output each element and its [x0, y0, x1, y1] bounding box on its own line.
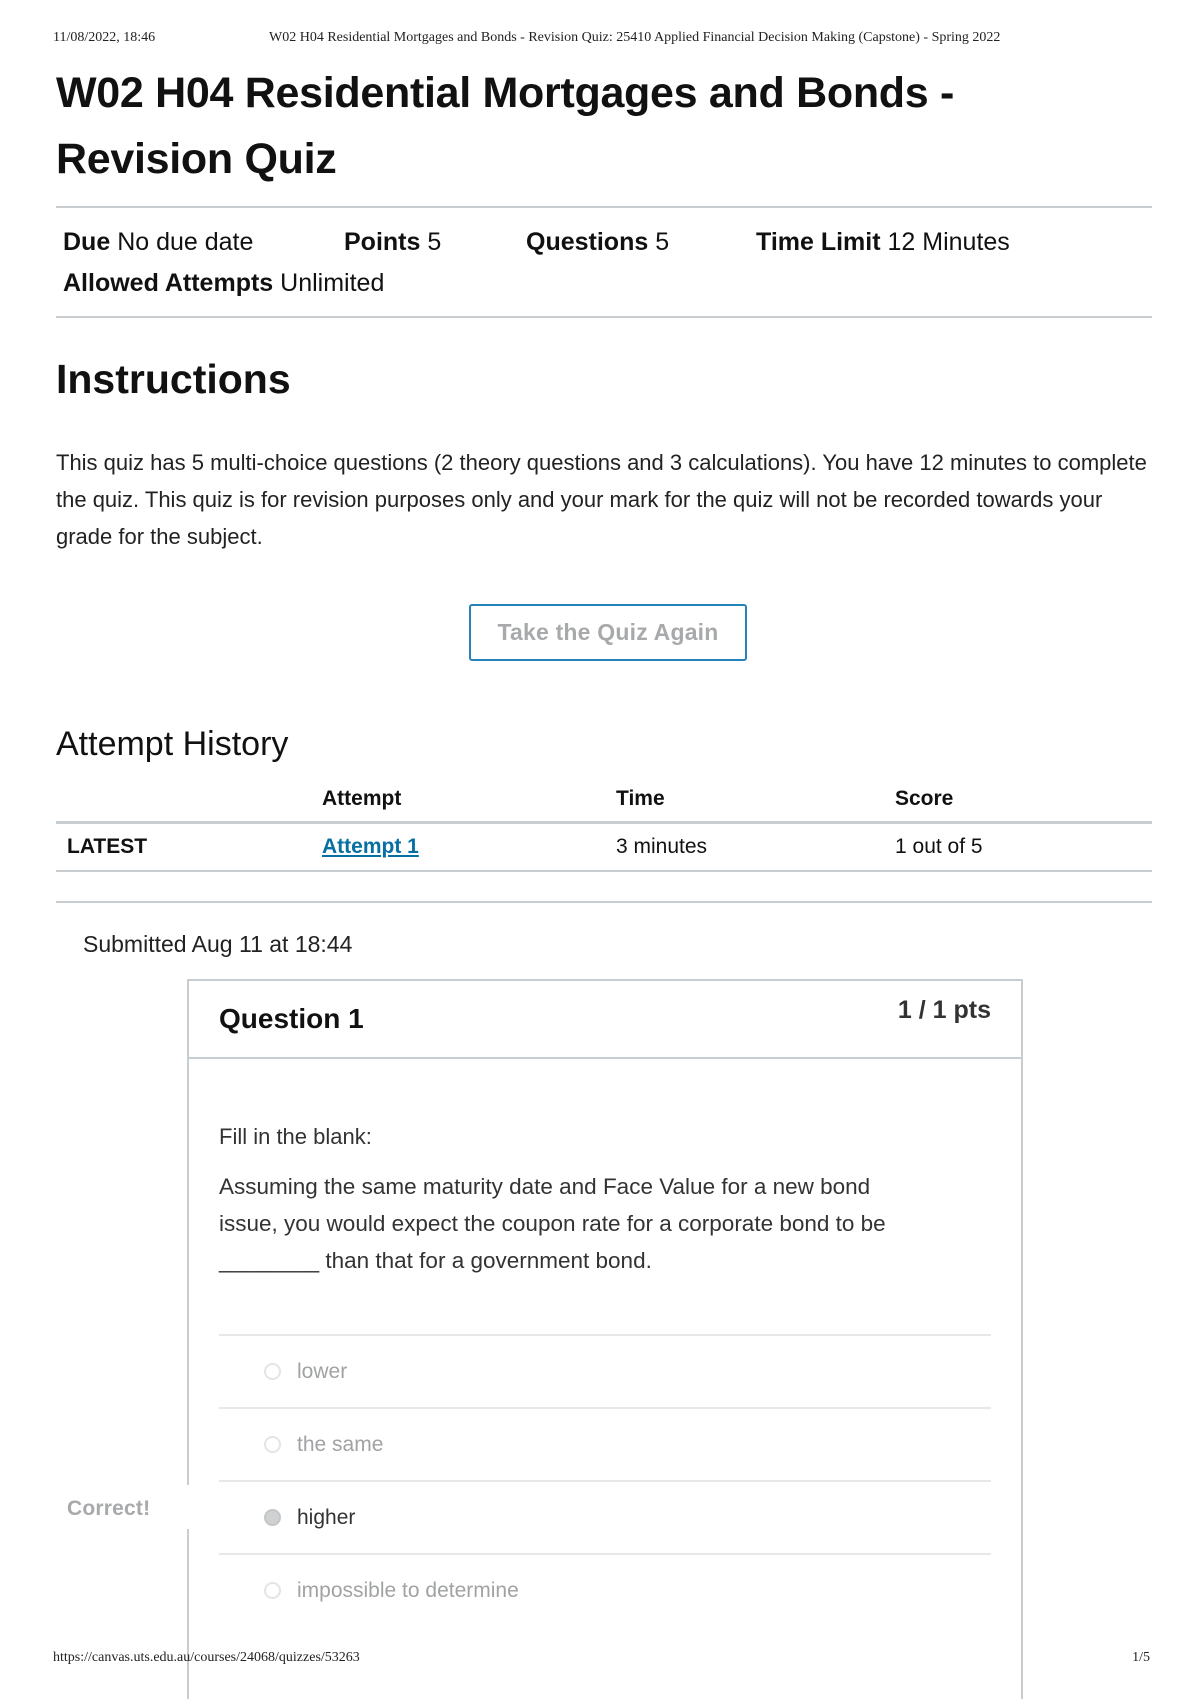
attempt-history-heading: Attempt History: [56, 725, 289, 763]
attempt-history-table: [56, 779, 1152, 872]
attempt-time: 3 minutes: [616, 823, 895, 872]
radio-button[interactable]: [264, 1582, 281, 1599]
print-doc-title: W02 H04 Residential Mortgages and Bonds - Revision Quiz: 25410 Applied Financial Decision Making (Capstone) - Spring 2022: [269, 30, 1001, 45]
answer-label: the same: [297, 1433, 384, 1456]
submitted-text: Submitted Aug 11 at 18:44: [83, 931, 353, 957]
correct-answer-text: Correct!: [67, 1497, 151, 1520]
question-card: [187, 979, 1023, 1699]
attempt-link[interactable]: Attempt 1: [322, 835, 419, 858]
correct-marker-gap: [186, 1485, 192, 1529]
question-header: [189, 981, 1021, 1059]
radio-button[interactable]: [264, 1436, 281, 1453]
points-info: [344, 222, 526, 263]
answer-option[interactable]: [219, 1407, 991, 1480]
time-limit-info: [756, 222, 1010, 263]
time-limit-value: 12 Minutes: [887, 228, 1010, 256]
points-label: Points: [344, 228, 421, 256]
question-text: Assuming the same maturity date and Face Value for a new bond issue, you would expect the coupon rate for a corporate bond to be ________ than that for a government bond.: [219, 1174, 886, 1273]
answer-list: [219, 1334, 991, 1626]
answer-option-selected[interactable]: [219, 1480, 991, 1553]
divider: [56, 901, 1152, 903]
time-limit-label: Time Limit: [756, 228, 881, 256]
question-body: [189, 1124, 1021, 1626]
due-label: Due: [63, 228, 111, 256]
column-header-time: Time: [616, 779, 895, 823]
quiz-meta: [56, 208, 1152, 316]
allowed-attempts-label: Allowed Attempts: [63, 269, 274, 297]
questions-value: 5: [655, 228, 670, 256]
due-value: No due date: [117, 228, 254, 256]
print-page-number: 1/5: [1132, 1650, 1150, 1665]
take-quiz-again-button[interactable]: Take the Quiz Again: [469, 604, 747, 661]
questions-info: [526, 222, 756, 263]
page-title-line1: W02 H04 Residential Mortgages and Bonds -: [56, 69, 955, 117]
answer-label: impossible to determine: [297, 1579, 519, 1602]
page-title: [56, 60, 1152, 192]
answer-label: lower: [297, 1360, 348, 1383]
quiz-content: [56, 60, 1152, 958]
questions-label: Questions: [526, 228, 649, 256]
take-quiz-wrapper: [56, 604, 1152, 661]
answer-option[interactable]: [219, 1553, 991, 1626]
radio-button-selected[interactable]: [264, 1509, 281, 1526]
question-prompt: Fill in the blank:: [219, 1124, 372, 1149]
page-title-line2: Revision Quiz: [56, 135, 337, 183]
column-header-score: Score: [895, 779, 1152, 823]
answer-label: higher: [297, 1506, 356, 1529]
print-timestamp: 11/08/2022, 18:46: [53, 30, 156, 45]
answer-option[interactable]: [219, 1334, 991, 1407]
table-header-row: [56, 779, 1152, 823]
column-header-attempt: Attempt: [322, 779, 616, 823]
instructions-text: This quiz has 5 multi-choice questions (2 theory questions and 3 calculations). You have 12 minutes to complete the quiz. This quiz is for revision purposes only and your mark for the quiz will not be recorded towards your grade for the subject.: [56, 450, 1147, 549]
divider: [56, 316, 1152, 318]
correct-answer-tag: [67, 1497, 150, 1521]
allowed-attempts-info: [63, 263, 384, 304]
table-row: [56, 823, 1152, 872]
allowed-attempts-value: Unlimited: [280, 269, 385, 297]
question-title: Question 1: [219, 1003, 364, 1034]
radio-button[interactable]: [264, 1363, 281, 1380]
points-value: 5: [427, 228, 442, 256]
question-points: 1 / 1 pts: [897, 996, 991, 1024]
latest-tag: LATEST: [56, 823, 322, 872]
instructions-heading: Instructions: [56, 356, 291, 402]
attempt-score: 1 out of 5: [895, 823, 1152, 872]
due-info: [63, 222, 344, 263]
column-header-tag: [56, 779, 322, 823]
print-url: https://canvas.uts.edu.au/courses/24068/quizzes/53263: [53, 1650, 360, 1665]
